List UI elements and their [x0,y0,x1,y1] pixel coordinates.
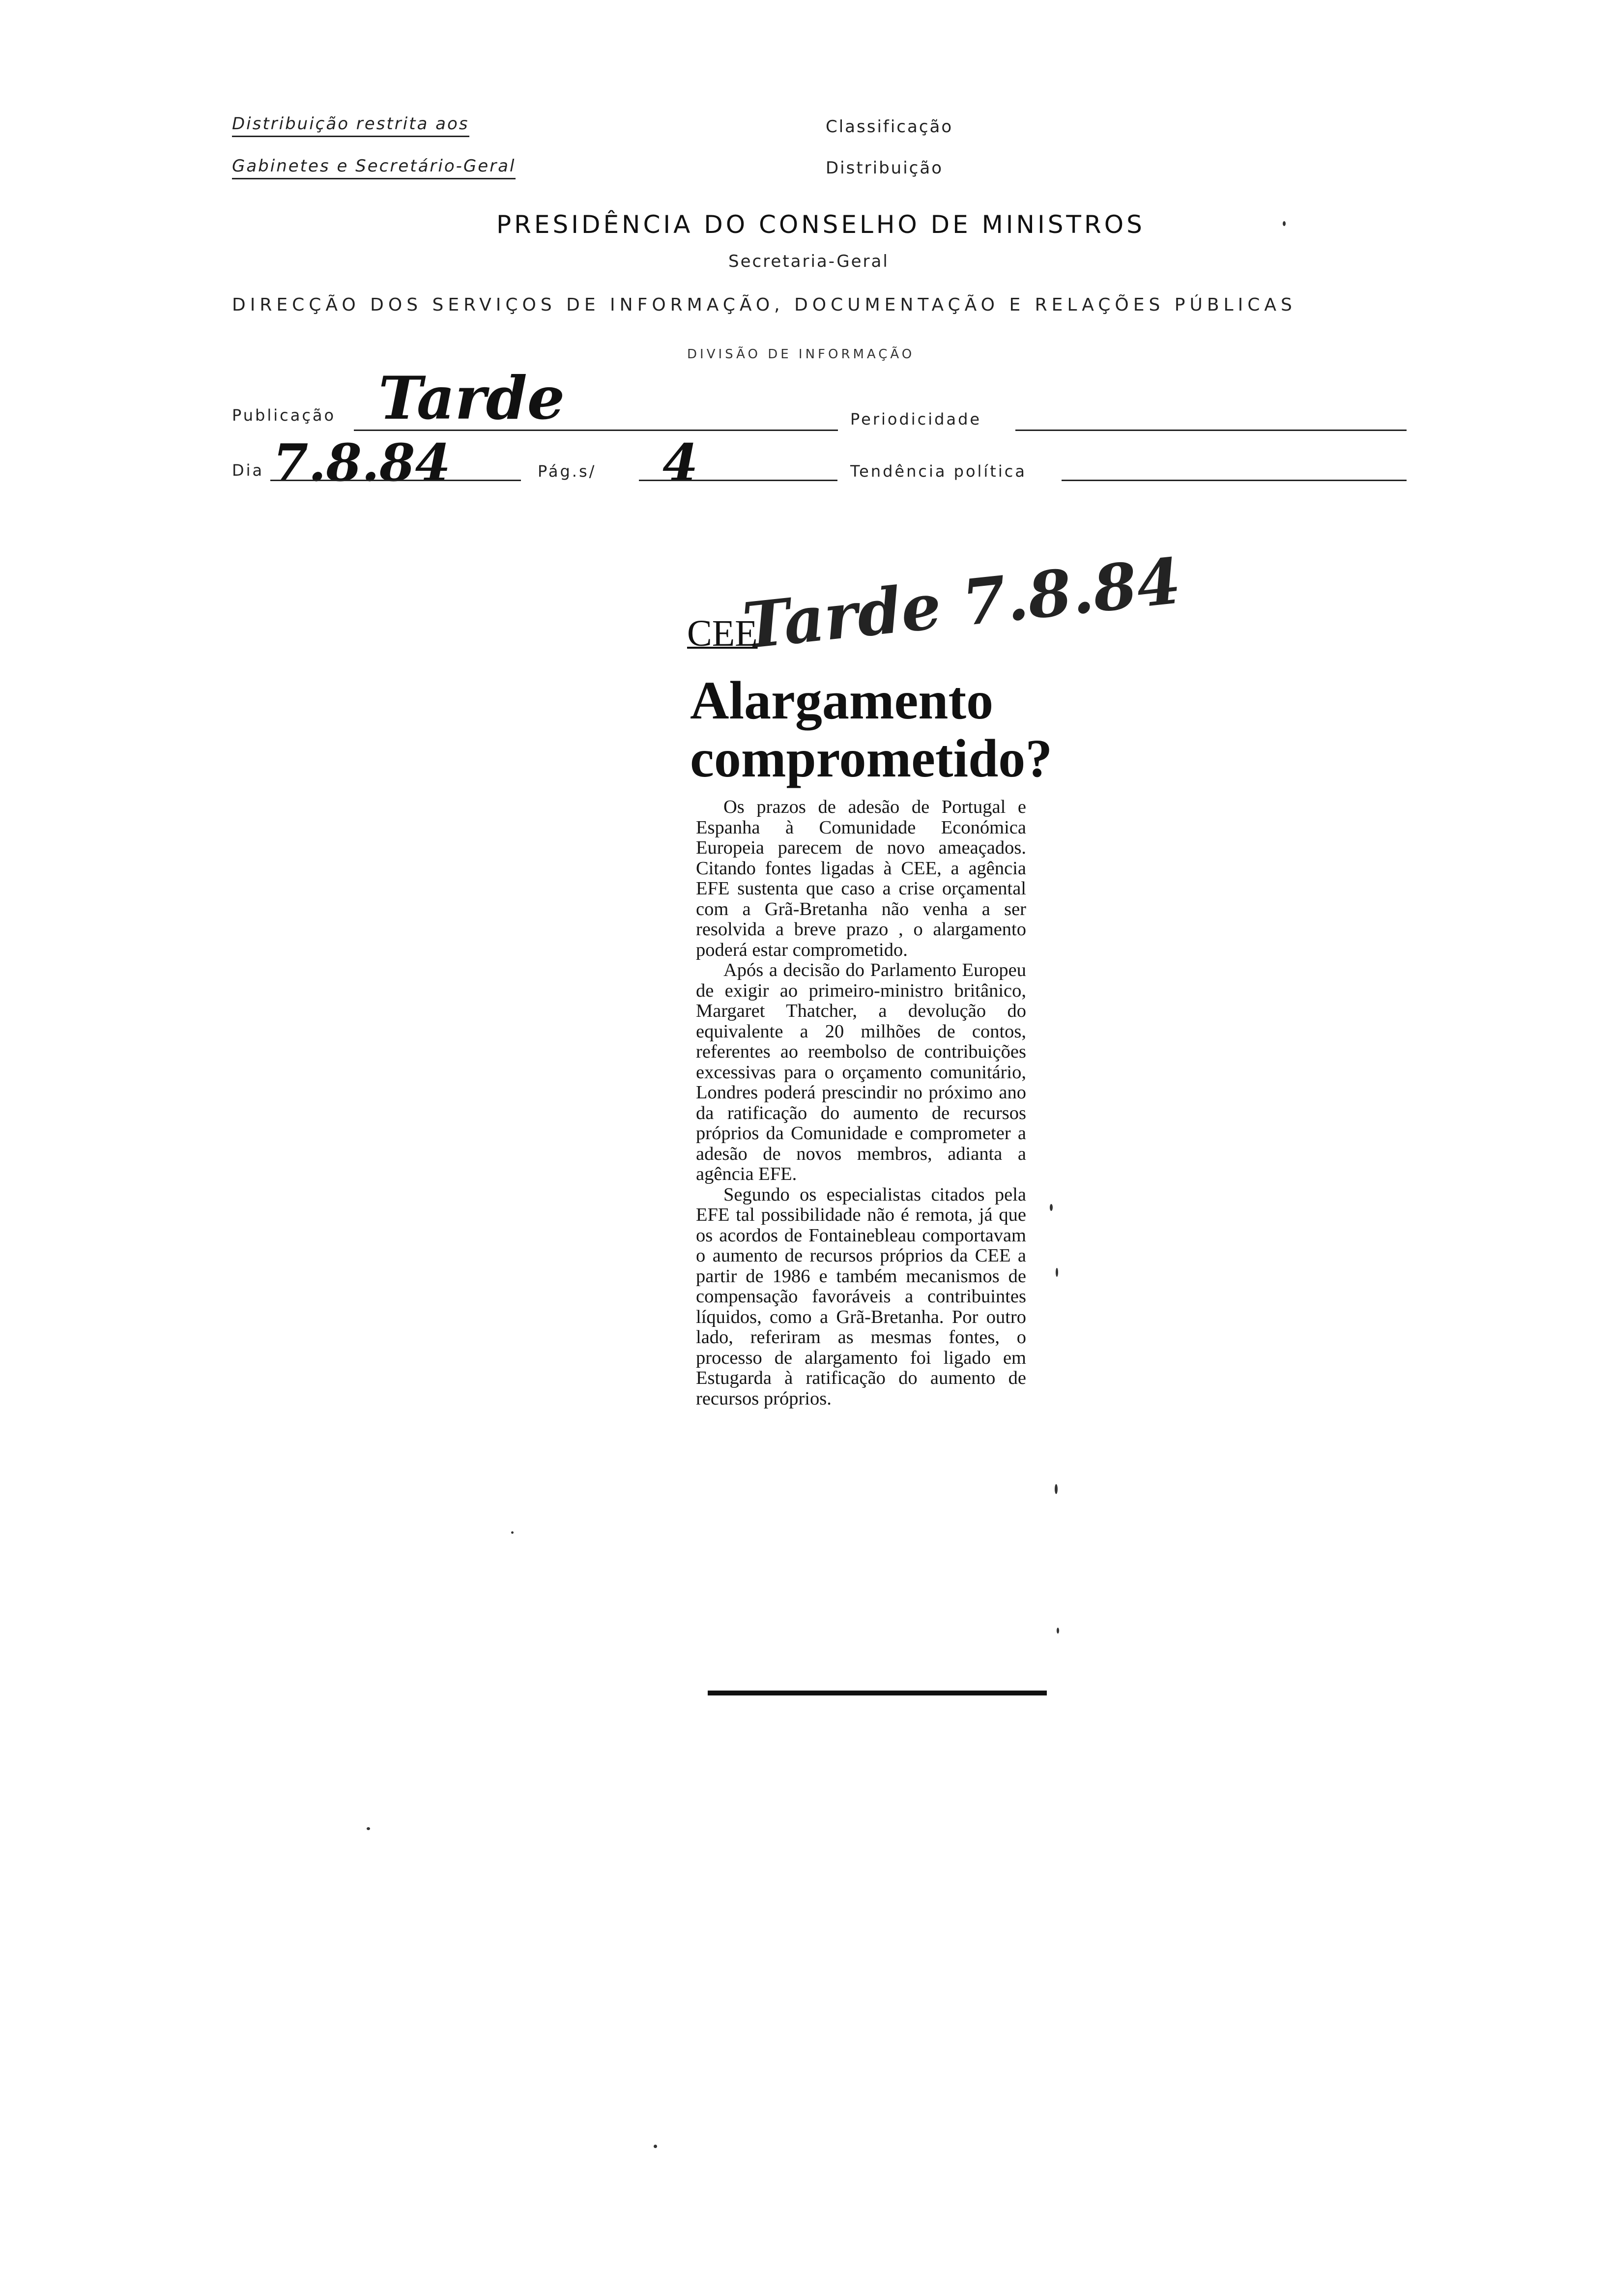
pagina-value: 4 [662,432,698,493]
scan-speck [654,2145,657,2148]
tendencia-underline [1062,480,1407,481]
clipping-body [696,797,1026,1409]
divisao-informacao: DIVISÃO DE INFORMAÇÃO [687,347,915,362]
clipping-headline-line-2: comprometido? [690,728,1053,788]
direccao-servicos: DIRECÇÃO DOS SERVIÇOS DE INFORMAÇÃO, DOCUMENTAÇÃO E RELAÇÕES PÚBLICAS [232,295,1296,315]
tendencia-label: Tendência política [850,462,1027,481]
handwritten-clip-note: Tarde 7.8.84 [739,544,1184,663]
dia-label: Dia [232,461,264,480]
dia-value: 7.8.84 [273,432,451,493]
secretaria-geral: Secretaria-Geral [728,252,889,271]
clipping-headline-line-1: Alargamento [690,670,994,730]
restricted-distribution-line-2: Gabinetes e Secretário-Geral [232,156,516,179]
scan-speck [1055,1484,1058,1494]
scan-speck [1283,221,1286,226]
scan-speck [1050,1204,1053,1211]
publicacao-value: Tarde [378,364,565,433]
restricted-distribution-line-1: Distribuição restrita aos [232,114,469,137]
clipping-kicker: CEE [687,613,758,654]
scan-speck [1056,1268,1058,1277]
scan-speck [511,1531,514,1534]
classificacao-label: Classificação [826,117,953,137]
distribuicao-label: Distribuição [826,158,944,178]
clipping-bottom-rule [708,1691,1047,1695]
pagina-underline [639,480,837,481]
clipping-paragraph-1: Os prazos de adesão de Portugal e Espanha à Comunidade Económica Europeia parecem de novo ameaçados. Citando fontes ligadas à CEE, a agência EFE sustenta que caso a crise orçamental com a Grã-Bretanha não venha a ser resolvida a breve prazo , o alargamento poderá estar comprometido. [696,797,1026,960]
publicacao-underline [354,430,838,431]
periodicidade-underline [1015,430,1407,431]
clipping-paragraph-2: Após a decisão do Parlamento Europeu de exigir ao primeiro-ministro britânico, Margaret Thatcher, a devolução do equivalente a 20 milhões de contos, referentes ao reembolso de contribuições excessivas para o orçamento comunitário, Londres poderá prescindir no próximo ano da ratificação do aumento de recursos próprios da Comunidade e comprometer a adesão de novos membros, adianta a agência EFE. [696,960,1026,1184]
scan-speck [367,1827,370,1830]
scan-speck [1057,1628,1059,1634]
periodicidade-label: Periodicidade [850,410,982,429]
institution-title: PRESIDÊNCIA DO CONSELHO DE MINISTROS [496,210,1145,239]
dia-underline [270,480,521,481]
pagina-label: Pág.s/ [538,462,597,481]
clipping-paragraph-3: Segundo os especialistas citados pela EFE tal possibilidade não é remota, já que os acordos de Fontainebleau comportavam o aumento de recursos próprios da CEE a partir de 1986 e também mecanismos de compensação favoráveis a contribuintes líquidos, como a Grã-Bretanha. Por outro lado, referiram as mesmas fontes, o processo de alargamento foi ligado em Estugarda à ratificação do aumento de recursos próprios. [696,1184,1026,1409]
publicacao-label: Publicação [232,406,336,425]
